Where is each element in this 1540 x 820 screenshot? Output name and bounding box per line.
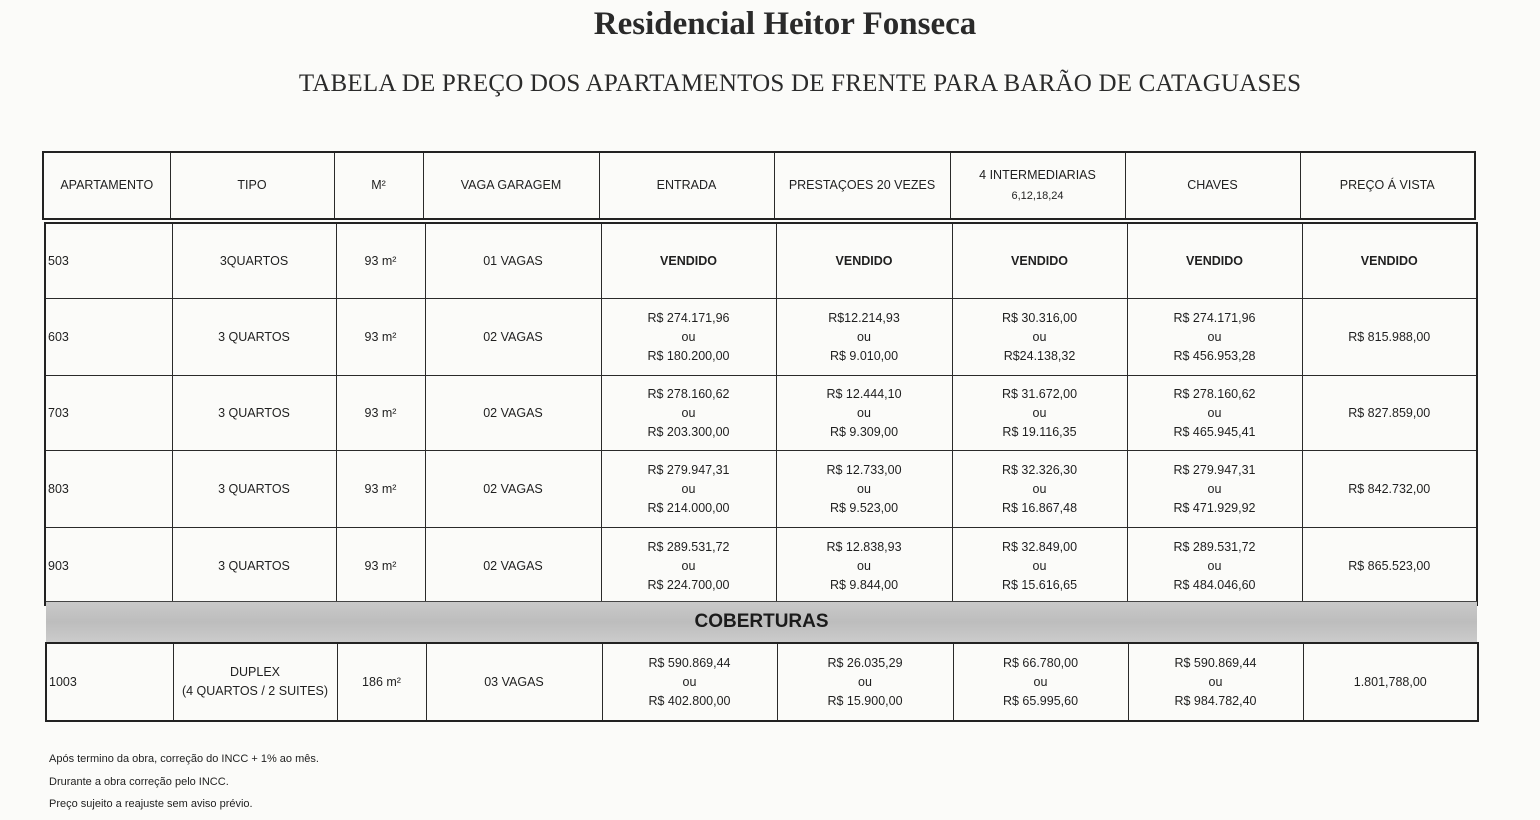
price-option-1: R$ 278.160,62 — [647, 386, 730, 401]
cell-chaves — [1127, 376, 1302, 451]
price-table-header — [42, 151, 1476, 220]
cell-chaves — [1127, 299, 1302, 376]
table-row — [45, 451, 1477, 528]
or-label: ou — [1032, 481, 1047, 496]
cell-prestacoes — [777, 643, 953, 721]
price-option-1: R$ 26.035,29 — [827, 655, 903, 670]
cell-entrada — [601, 299, 776, 376]
price-option-2: R$ 180.200,00 — [647, 348, 730, 363]
header-intermediarias — [950, 152, 1125, 219]
price-option-1: R$ 31.672,00 — [1001, 386, 1078, 401]
price-option-2: R$ 15.900,00 — [827, 693, 903, 708]
cell-prestacoes — [776, 528, 952, 606]
coberturas-section-bar: COBERTURAS — [46, 601, 1477, 643]
price-option-2: R$ 203.300,00 — [647, 424, 730, 439]
document-subtitle: TABELA DE PREÇO DOS APARTAMENTOS DE FRENTE PARA BARÃO DE CATAGUASES — [298, 70, 1302, 97]
cell-apartamento: 1003 — [46, 643, 173, 721]
price-option-2: R$ 984.782,40 — [1174, 693, 1257, 708]
cell-tipo — [173, 643, 337, 721]
cell-vaga: 02 VAGAS — [425, 376, 601, 451]
price-option-1: R$ 32.849,00 — [1001, 539, 1078, 554]
price-option-2: R$ 471.929,92 — [1173, 500, 1256, 515]
price-option-2: R$ 65.995,60 — [1002, 693, 1079, 708]
cell-apartamento: 903 — [45, 528, 172, 606]
cell-intermediarias — [952, 299, 1127, 376]
cell-m2: 93 m² — [336, 376, 425, 451]
cell-apartamento: 703 — [45, 376, 172, 451]
or-label: ou — [1032, 405, 1047, 420]
price-option-2: R$ 9.309,00 — [829, 424, 899, 439]
cell-intermediarias: VENDIDO — [952, 223, 1127, 299]
header-preco-vista: PREÇO Á VISTA — [1300, 152, 1475, 219]
or-label: ou — [681, 558, 696, 573]
price-option-2: R$ 465.945,41 — [1173, 424, 1256, 439]
price-option-1: R$ 30.316,00 — [1001, 310, 1078, 325]
price-option-1: R$ 274.171,96 — [1173, 310, 1256, 325]
cell-tipo-detail: (4 QUARTOS / 2 SUITES) — [181, 684, 329, 698]
cell-m2: 93 m² — [336, 451, 425, 528]
cell-vaga: 02 VAGAS — [425, 451, 601, 528]
price-option-1: R$ 274.171,96 — [647, 310, 730, 325]
or-label: ou — [857, 558, 871, 573]
price-option-2: R$ 16.867,48 — [1001, 500, 1078, 515]
cell-preco-vista: VENDIDO — [1302, 223, 1477, 299]
cell-apartamento: 803 — [45, 451, 172, 528]
or-label: ou — [1208, 674, 1223, 689]
or-label: ou — [1033, 674, 1048, 689]
cell-entrada: VENDIDO — [601, 223, 776, 299]
or-label: ou — [1207, 481, 1222, 496]
cell-chaves — [1128, 643, 1303, 721]
cell-tipo: 3 QUARTOS — [172, 451, 336, 528]
price-option-2: R$ 9.844,00 — [829, 577, 899, 592]
or-label: ou — [857, 405, 871, 420]
cell-intermediarias — [952, 451, 1127, 528]
or-label: ou — [682, 674, 697, 689]
price-option-1: R$ 32.326,30 — [1001, 462, 1078, 477]
price-option-2: R$ 9.523,00 — [829, 500, 899, 515]
cell-tipo: 3 QUARTOS — [172, 299, 336, 376]
or-label: ou — [1032, 558, 1047, 573]
cell-tipo: 3 QUARTOS — [172, 528, 336, 606]
cell-entrada — [601, 451, 776, 528]
price-option-1: R$ 279.947,31 — [1173, 462, 1256, 477]
price-option-1: R$ 289.531,72 — [1173, 539, 1256, 554]
cell-intermediarias — [952, 528, 1127, 606]
or-label: ou — [681, 405, 696, 420]
cell-preco-vista: R$ 827.859,00 — [1302, 376, 1477, 451]
price-table-body — [44, 222, 1478, 606]
price-option-1: R$ 289.531,72 — [647, 539, 730, 554]
or-label: ou — [1207, 329, 1222, 344]
cell-entrada — [602, 643, 777, 721]
cobertura-table — [45, 642, 1479, 722]
table-row — [46, 643, 1478, 721]
cell-m2: 93 m² — [336, 299, 425, 376]
header-intermediarias-months: 6,12,18,24 — [1011, 189, 1064, 202]
cell-entrada — [601, 528, 776, 606]
header-tipo: TIPO — [170, 152, 334, 219]
or-label: ou — [1207, 405, 1222, 420]
or-label: ou — [681, 481, 696, 496]
header-intermediarias-label: 4 INTERMEDIARIAS — [979, 167, 1096, 182]
footnotes — [49, 748, 319, 816]
cell-vaga: 01 VAGAS — [425, 223, 601, 299]
cell-prestacoes — [776, 299, 952, 376]
price-option-2: R$ 456.953,28 — [1173, 348, 1256, 363]
header-chaves: CHAVES — [1125, 152, 1300, 219]
cell-apartamento: 603 — [45, 299, 172, 376]
cell-entrada — [601, 376, 776, 451]
price-option-2: R$ 214.000,00 — [647, 500, 730, 515]
price-option-1: R$ 66.780,00 — [1002, 655, 1079, 670]
price-option-1: R$ 590.869,44 — [648, 655, 731, 670]
price-option-1: R$12.214,93 — [828, 310, 900, 325]
cell-chaves — [1127, 528, 1302, 606]
header-prestacoes: PRESTAÇOES 20 VEZES — [774, 152, 950, 219]
cell-preco-vista: R$ 815.988,00 — [1302, 299, 1477, 376]
table-row — [45, 376, 1477, 451]
price-option-2: R$ 224.700,00 — [647, 577, 730, 592]
header-entrada: ENTRADA — [599, 152, 774, 219]
cell-apartamento: 503 — [45, 223, 172, 299]
cell-prestacoes — [776, 376, 952, 451]
cell-tipo-main: DUPLEX — [229, 665, 281, 679]
cell-vaga: 03 VAGAS — [426, 643, 602, 721]
price-option-1: R$ 12.838,93 — [826, 539, 902, 554]
footnote: Preço sujeito a reajuste sem aviso prévio. — [49, 798, 253, 810]
price-option-2: R$ 19.116,35 — [1002, 424, 1077, 439]
or-label: ou — [858, 674, 872, 689]
cell-preco-vista: R$ 842.732,00 — [1302, 451, 1477, 528]
cell-vaga: 02 VAGAS — [425, 528, 601, 606]
price-option-2: R$ 9.010,00 — [829, 348, 899, 363]
or-label: ou — [681, 329, 696, 344]
cell-m2: 93 m² — [336, 223, 425, 299]
price-option-2: R$ 484.046,60 — [1173, 577, 1256, 592]
cell-m2: 93 m² — [336, 528, 425, 606]
price-option-1: R$ 12.733,00 — [826, 462, 902, 477]
or-label: ou — [1032, 329, 1047, 344]
header-apartamento: APARTAMENTO — [43, 152, 170, 219]
price-option-1: R$ 590.869,44 — [1174, 655, 1257, 670]
price-option-2: R$24.138,32 — [1003, 348, 1076, 363]
cell-vaga: 02 VAGAS — [425, 299, 601, 376]
cell-tipo: 3 QUARTOS — [172, 376, 336, 451]
table-row — [45, 528, 1477, 606]
or-label: ou — [1207, 558, 1222, 573]
price-option-1: R$ 278.160,62 — [1173, 386, 1256, 401]
cell-chaves: VENDIDO — [1127, 223, 1302, 299]
cell-preco-vista: R$ 865.523,00 — [1302, 528, 1477, 606]
or-label: ou — [857, 481, 871, 496]
cell-preco-vista: 1.801,788,00 — [1303, 643, 1478, 721]
price-option-1: R$ 12.444,10 — [826, 386, 902, 401]
footnote: Drurante a obra correção pelo INCC. — [49, 775, 229, 788]
price-option-2: R$ 15.616,65 — [1001, 577, 1078, 592]
or-label: ou — [857, 329, 871, 344]
price-option-2: R$ 402.800,00 — [648, 693, 731, 708]
cell-intermediarias — [953, 643, 1128, 721]
cell-tipo: 3QUARTOS — [172, 223, 336, 299]
cell-prestacoes: VENDIDO — [776, 223, 952, 299]
cell-m2: 186 m² — [337, 643, 426, 721]
document-title: Residencial Heitor Fonseca — [593, 6, 977, 42]
table-row — [45, 299, 1477, 376]
header-m2: M² — [334, 152, 423, 219]
price-option-1: R$ 279.947,31 — [647, 462, 730, 477]
footnote: Após termino da obra, correção do INCC + 1% ao mês. — [49, 753, 319, 765]
header-vaga: VAGA GARAGEM — [423, 152, 599, 219]
table-row — [45, 223, 1477, 299]
cell-prestacoes — [776, 451, 952, 528]
cell-chaves — [1127, 451, 1302, 528]
cell-intermediarias — [952, 376, 1127, 451]
